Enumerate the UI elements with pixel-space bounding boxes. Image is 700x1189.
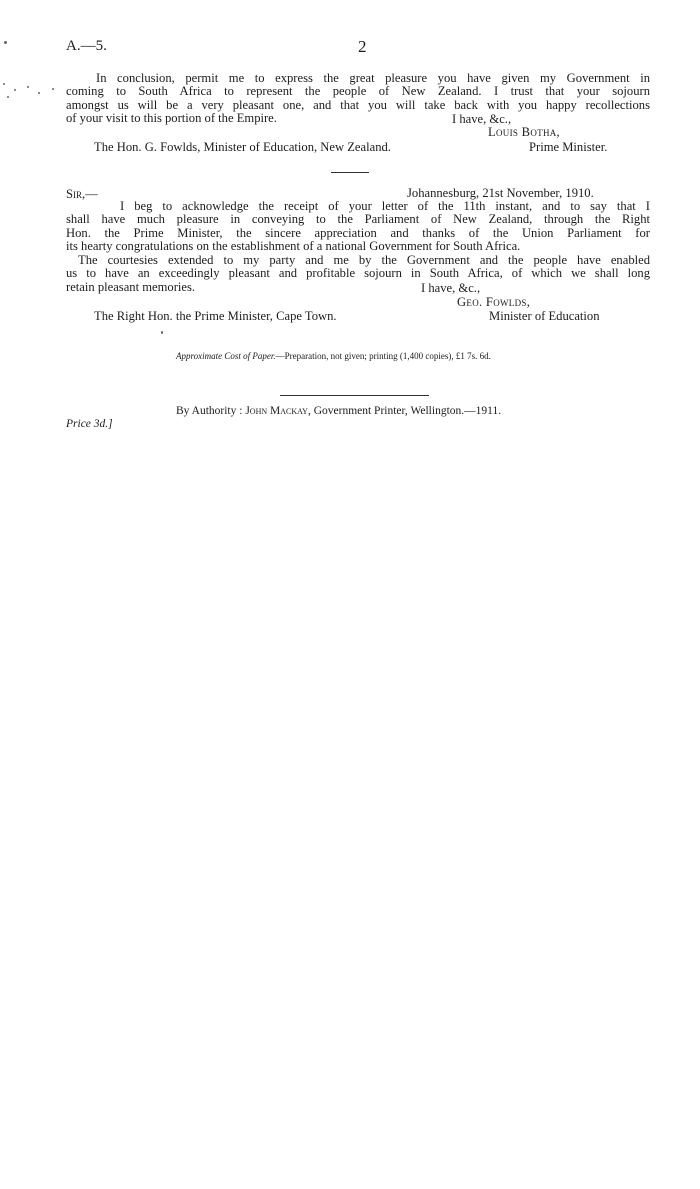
- scan-speck: [4, 41, 7, 44]
- letter1-line-4: of your visit to this portion of the Empire.: [66, 111, 277, 126]
- letter2-p2-line-3: retain pleasant memories.: [66, 279, 196, 294]
- letter2-p1-line-4: its hearty congratulations on the establishment of a national Government for South Africa.: [66, 239, 521, 254]
- cost-label: Approximate Cost of Paper.: [176, 351, 276, 361]
- letter2-p2-line-1: The courtesies extended to my party and me by the Government and the people have enabled: [78, 253, 650, 267]
- letter1-line-1: In conclusion, permit me to express the great pleasure you have given my Government in: [96, 71, 650, 85]
- letter1-signer: Louis Botha,: [488, 125, 560, 139]
- letter2-closing: I have, &c.,: [421, 281, 481, 295]
- letter2-salutation: Sir,—: [66, 187, 98, 201]
- letter2-paragraph-1: [66, 200, 650, 254]
- authority-prefix: By Authority :: [176, 405, 243, 417]
- scan-speck: [161, 331, 163, 334]
- letter2-addressee: The Right Hon. the Prime Minister, Cape Town.: [94, 309, 337, 323]
- letter1-body: [66, 72, 650, 126]
- letter1-signer-title: Prime Minister.: [529, 140, 608, 154]
- letter2-p1-line-3: Hon. the Prime Minister, the sincere appreciation and thanks of the Union Parliament for: [66, 225, 650, 240]
- cost-text: —Preparation, not given; printing (1,400 copies), £1 7s. 6d.: [275, 351, 491, 361]
- scan-speck: [3, 83, 5, 85]
- letter1-line-3: amongst us will be a very pleasant one, and that you will take back with you happy recollections: [66, 97, 650, 112]
- scan-speck: [14, 89, 16, 91]
- section-divider: [331, 172, 369, 173]
- letter1-closing: I have, &c.,: [452, 112, 512, 126]
- authority-line: [176, 405, 501, 417]
- letter2-signer-title: Minister of Education: [489, 309, 600, 323]
- letter2-paragraph-2: [66, 254, 650, 294]
- letter2-place-date: Johannesburg, 21st November, 1910.: [407, 186, 594, 200]
- printer-name: John Mackay,: [245, 405, 311, 417]
- letter1-addressee: The Hon. G. Fowlds, Minister of Education, New Zealand.: [94, 140, 391, 154]
- scan-speck: [7, 96, 9, 98]
- letter2-p2-line-2: us to have an exceedingly pleasant and profitable sojourn in South Africa, of which we shall long: [66, 266, 650, 281]
- scan-speck: [27, 86, 29, 88]
- paper-reference: A.—5.: [66, 38, 107, 54]
- letter2-signer: Geo. Fowlds,: [457, 295, 531, 309]
- scan-speck: [38, 92, 40, 94]
- cost-of-paper: [176, 351, 491, 361]
- authority-rule: [280, 395, 429, 396]
- authority-suffix: Government Printer, Wellington.—1911.: [313, 405, 502, 417]
- page-number: 2: [358, 37, 367, 56]
- letter2-p1-line-1: I beg to acknowledge the receipt of your letter of the 11th instant, and to say that I: [120, 199, 650, 213]
- price: Price 3d.]: [66, 418, 113, 430]
- letter2-p1-line-2: shall have much pleasure in conveying to the Parliament of New Zealand, through the Right: [66, 212, 650, 227]
- letter1-line-2: coming to South Africa to represent the people of New Zealand. I trust that your sojourn: [66, 84, 650, 99]
- scan-speck: [52, 88, 54, 90]
